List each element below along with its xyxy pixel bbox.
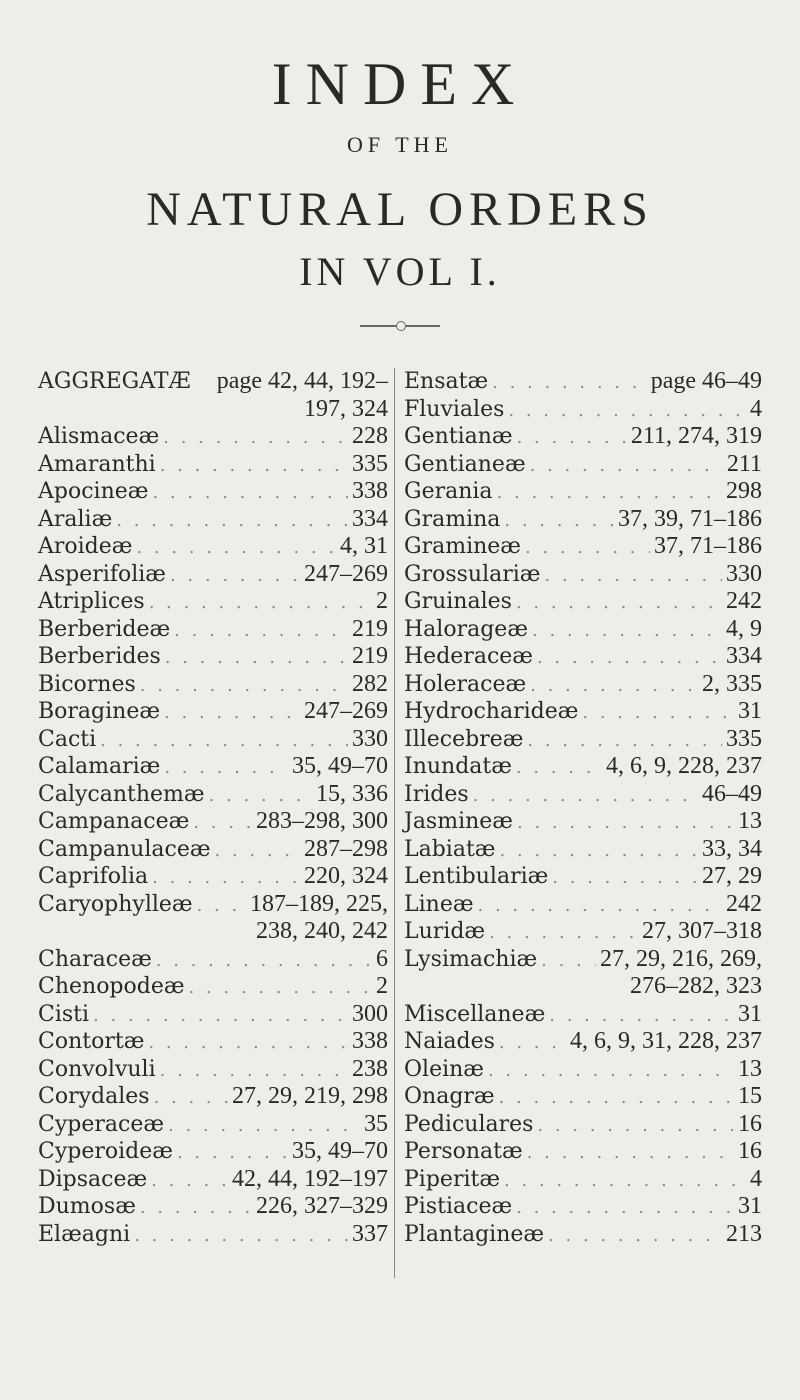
entry-pages: 4, 31: [340, 533, 388, 559]
index-entry: [38, 423, 388, 451]
entry-name: Atriplices: [38, 589, 145, 614]
entry-pages: 42, 44, 192–197: [232, 1165, 388, 1192]
entry-name: Cacti: [38, 726, 97, 752]
entry-pages: 31: [738, 1000, 762, 1027]
entry-name: Cyperaceæ: [38, 1111, 165, 1137]
entry-pages: 2: [376, 973, 388, 999]
entry-name: Hydrocharideæ: [404, 699, 579, 724]
entry-name: Grossulariæ: [404, 561, 541, 587]
entry-pages: 33, 34: [702, 835, 762, 862]
entry-name: Campanulaceæ: [38, 836, 211, 862]
index-entry: [404, 368, 762, 396]
entry-pages: 27, 29, 219, 298: [232, 1083, 388, 1109]
leader-dots: [548, 1222, 722, 1250]
entry-name: Characeæ: [38, 946, 152, 972]
entry-name: Bicornes: [38, 671, 136, 697]
index-entry: [404, 561, 762, 589]
index-entry: [38, 451, 388, 479]
entry-pages: page 42, 44, 192–: [216, 368, 388, 394]
entry-name: Amaranthi: [38, 451, 156, 477]
entry-pages: 242: [726, 890, 762, 917]
index-entry: [404, 1193, 762, 1221]
entry-pages: 211, 274, 319: [630, 423, 762, 449]
index-entry: [38, 561, 388, 589]
leader-dots: [152, 864, 300, 892]
leader-dots: [517, 424, 627, 452]
leader-dots: [552, 864, 698, 892]
index-entry: [404, 753, 762, 781]
leader-dots: [164, 699, 300, 727]
index-entry: [404, 616, 762, 644]
entry-name: Calycanthemæ: [38, 781, 205, 807]
entry-pages: 15, 336: [316, 780, 388, 807]
leader-dots: [168, 1112, 360, 1140]
index-entry: [38, 1111, 388, 1139]
leader-dots: [149, 589, 372, 617]
index-entry: [404, 506, 762, 534]
index-entry: [404, 918, 762, 946]
leader-dots: [478, 892, 722, 920]
entry-name: Holeraceæ: [404, 671, 527, 697]
entry-name: Corydales: [38, 1084, 150, 1109]
index-entry: [404, 726, 762, 754]
entry-pages: 330: [352, 725, 388, 752]
leader-dots: [140, 1194, 252, 1222]
index-entry: [404, 588, 762, 616]
entry-pages: 334: [726, 643, 762, 669]
entry-name: Alismaceæ: [38, 424, 160, 449]
entry-name: Irides: [404, 781, 469, 807]
volume-heading: IN VOL I.: [299, 249, 501, 294]
entry-name: Contortæ: [38, 1029, 145, 1054]
leader-dots: [140, 672, 348, 700]
index-entry: [38, 973, 388, 1001]
leader-dots: [163, 424, 348, 452]
index-entry: [38, 726, 388, 754]
entry-pages: 226, 327–329: [256, 1193, 388, 1219]
entry-pages: 35, 49–70: [292, 753, 388, 779]
index-entry: [38, 616, 388, 644]
entry-name: Lentibulariæ: [404, 864, 549, 889]
index-entry: [404, 808, 762, 836]
entry-pages: 15: [738, 1083, 762, 1109]
entry-name: Dipsaceæ: [38, 1166, 148, 1192]
entry-name: Gramina: [404, 506, 501, 532]
entry-name: Labiatæ: [404, 836, 496, 862]
index-entry: [404, 423, 762, 451]
leader-dots: [165, 644, 348, 672]
index-entry: [38, 533, 388, 561]
leader-dots: [189, 974, 372, 1002]
leader-dots: [174, 617, 348, 645]
leader-dots: [160, 452, 348, 480]
leader-dots: [504, 1167, 746, 1195]
leader-dots: [516, 1194, 734, 1222]
entry-pages: 282: [352, 670, 388, 697]
index-entry: [38, 1221, 388, 1249]
entry-pages: 27, 29: [702, 863, 762, 889]
leader-dots: [517, 809, 734, 837]
entry-pages: 4, 6, 9, 228, 237: [606, 753, 762, 779]
index-entry: [38, 588, 388, 616]
index-entry: [404, 1083, 762, 1111]
entry-name: Hederaceæ: [404, 644, 533, 669]
leader-dots: [489, 919, 638, 947]
entry-name: Caryophylleæ: [38, 891, 193, 917]
leader-dots: [504, 507, 614, 535]
entry-name: Illecebreæ: [404, 726, 524, 752]
index-entry: [404, 1028, 762, 1056]
entry-name: Gruinales: [404, 589, 512, 614]
leader-dots: [164, 754, 288, 782]
entry-name: Jasmineæ: [404, 809, 513, 834]
index-entry: [404, 836, 762, 864]
index-entry: [38, 836, 388, 864]
index-entry: [404, 478, 762, 506]
index-entry: [404, 891, 762, 919]
leader-dots: [492, 369, 647, 397]
leader-dots: [541, 947, 596, 975]
index-entry: [38, 753, 388, 781]
entry-name: Lysimachiæ: [404, 946, 538, 972]
entry-name: Pediculares: [404, 1111, 534, 1137]
index-entry: [404, 781, 762, 809]
leader-dots: [532, 617, 722, 645]
entry-name: Gerania: [404, 479, 493, 504]
entry-name: Luridæ: [404, 919, 486, 944]
index-entry: [404, 671, 762, 699]
index-entry: [38, 1083, 388, 1111]
entry-name: Boragineæ: [38, 699, 161, 724]
index-entry: [38, 368, 388, 396]
index-heading: INDEX: [271, 51, 529, 117]
entry-name: Onagræ: [404, 1084, 495, 1109]
entry-pages: 247–269: [304, 698, 388, 724]
leader-dots: [197, 892, 246, 920]
index-entry: [38, 781, 388, 809]
entry-name: Gentianeæ: [404, 451, 526, 477]
entry-pages: 46–49: [702, 780, 762, 807]
index-entry: [404, 451, 762, 479]
entry-name: Miscellaneæ: [404, 1001, 546, 1027]
entry-name: Personatæ: [404, 1139, 523, 1164]
index-entry: [38, 478, 388, 506]
entry-pages: 16: [738, 1110, 762, 1137]
index-entry: [38, 808, 388, 836]
entry-pages: 300: [352, 1000, 388, 1027]
entry-name: Araliæ: [38, 506, 113, 532]
entry-name: Plantagineæ: [404, 1221, 545, 1247]
index-entry: [404, 863, 762, 891]
entry-pages: 31: [738, 1193, 762, 1219]
leader-dots: [209, 782, 312, 810]
leader-dots: [488, 1057, 734, 1085]
leader-dots: [516, 754, 602, 782]
leader-dots: [549, 1002, 734, 1030]
entry-pages: 13: [738, 808, 762, 834]
leader-dots: [100, 727, 348, 755]
entry-pages: 334: [352, 505, 388, 532]
entry-name: Asperifoliæ: [38, 561, 166, 587]
index-entry: [38, 643, 388, 671]
entry-pages: 335: [352, 450, 388, 477]
leader-dots: [215, 837, 300, 865]
entry-name: Berberideæ: [38, 616, 171, 642]
index-entry: [404, 1056, 762, 1084]
entry-name: Gramineæ: [404, 534, 521, 559]
leader-dots: [156, 947, 372, 975]
leader-dots: [530, 452, 723, 480]
entry-name: Convolvuli: [38, 1056, 156, 1082]
entry-name: Dumosæ: [38, 1194, 136, 1219]
entry-name: Caprifolia: [38, 864, 149, 889]
entry-name: Apocineæ: [38, 479, 149, 504]
entry-pages: 37, 39, 71–186: [618, 505, 762, 532]
leader-dots: [499, 837, 698, 865]
index-entry: [38, 946, 388, 974]
entry-pages: 4: [750, 1165, 762, 1192]
leader-dots: [193, 809, 252, 837]
leader-dots: [134, 1222, 348, 1250]
index-entry: [38, 506, 388, 534]
entry-pages: 211: [726, 450, 762, 477]
entry-name: Fluviales: [404, 396, 505, 422]
entry-name: AGGREGATÆ: [38, 369, 191, 394]
ornament-rule: [360, 325, 440, 327]
entry-pages-continued: 238, 240, 242: [256, 918, 388, 944]
index-entry: [404, 946, 762, 974]
entry-name: Cisti: [38, 1001, 90, 1027]
entry-pages: 219: [352, 643, 388, 669]
entry-pages: 283–298, 300: [256, 808, 388, 834]
index-entry: [404, 533, 762, 561]
index-entry: [38, 1001, 388, 1029]
leader-dots: [582, 699, 734, 727]
entry-pages: 35: [364, 1110, 388, 1137]
entry-name: Calamariæ: [38, 754, 161, 779]
entry-name: Oleinæ: [404, 1056, 484, 1082]
leader-dots: [116, 507, 348, 535]
entry-name: Berberides: [38, 644, 161, 669]
index-entry: [38, 863, 388, 891]
index-entry: [38, 1166, 388, 1194]
index-entry: [404, 698, 762, 726]
entry-name: Ensatæ: [404, 369, 489, 394]
leader-dots: [136, 534, 336, 562]
index-entry: [38, 1028, 388, 1056]
entry-pages: 2: [376, 588, 388, 614]
entry-name: Pistiaceæ: [404, 1194, 513, 1219]
entry-pages: 335: [726, 725, 762, 752]
entry-pages: 16: [738, 1138, 762, 1164]
entry-pages: 220, 324: [304, 863, 388, 889]
entry-name: Chenopodeæ: [38, 974, 185, 999]
leader-dots: [544, 562, 722, 590]
leader-dots: [473, 782, 698, 810]
entry-pages: 187–189, 225,: [250, 890, 388, 917]
index-entry: [404, 1111, 762, 1139]
leader-dots: [527, 1139, 734, 1167]
entry-pages: 35, 49–70: [292, 1138, 388, 1164]
entry-name: Naiades: [404, 1029, 495, 1054]
leader-dots: [148, 1029, 348, 1057]
entry-pages: 287–298: [304, 835, 388, 862]
index-entry: [404, 1138, 762, 1166]
leader-dots: [160, 1057, 348, 1085]
leader-dots: [152, 479, 348, 507]
leader-dots: [525, 534, 650, 562]
entry-pages: 13: [738, 1055, 762, 1082]
leader-dots: [499, 1084, 734, 1112]
entry-pages: 27, 29, 216, 269,: [600, 945, 762, 972]
entry-name: Cyperoideæ: [38, 1139, 173, 1164]
leader-dots: [537, 1112, 734, 1140]
of-the-heading: OF THE: [347, 132, 453, 157]
index-entry: [38, 698, 388, 726]
index-entry: [38, 1193, 388, 1221]
index-entry: [404, 1221, 762, 1249]
entry-pages: 219: [352, 615, 388, 642]
leader-dots: [151, 1167, 228, 1195]
entry-name: Gentianæ: [404, 424, 513, 449]
leader-dots: [497, 479, 722, 507]
right-index-column: [404, 368, 762, 1248]
leader-dots: [154, 1084, 228, 1112]
leader-dots: [177, 1139, 288, 1167]
entry-pages-continued: 276–282, 323: [630, 973, 762, 999]
entry-name: Piperitæ: [404, 1166, 501, 1192]
entry-name: Aroideæ: [38, 534, 133, 559]
leader-dots: [537, 644, 722, 672]
entry-name: Campanaceæ: [38, 809, 190, 834]
entry-name: Lineæ: [404, 891, 474, 917]
entry-pages: 337: [352, 1220, 388, 1247]
entry-pages: 238: [352, 1055, 388, 1082]
index-entry: [38, 1056, 388, 1084]
index-entry: [404, 396, 762, 424]
entry-name: Inundatæ: [404, 754, 512, 779]
entry-pages: 298: [726, 478, 762, 504]
index-entry: [404, 1001, 762, 1029]
index-entry: [38, 671, 388, 699]
index-entry: [38, 1138, 388, 1166]
entry-pages: 330: [726, 560, 762, 587]
entry-pages: 6: [376, 945, 388, 972]
leader-dots: [530, 672, 698, 700]
entry-pages: 27, 307–318: [642, 918, 762, 944]
leader-dots: [170, 562, 300, 590]
entry-pages: 31: [738, 698, 762, 724]
column-divider: [394, 368, 395, 1278]
leader-dots: [499, 1029, 566, 1057]
entry-pages: 4, 9: [726, 615, 762, 642]
entry-pages: 37, 71–186: [654, 533, 762, 559]
entry-pages: 338: [352, 1028, 388, 1054]
leader-dots: [93, 1002, 348, 1030]
entry-pages: page 46–49: [650, 368, 762, 394]
entry-name: Elæagni: [38, 1221, 131, 1247]
leader-dots: [516, 589, 722, 617]
entry-pages: 4, 6, 9, 31, 228, 237: [570, 1028, 762, 1054]
entry-pages: 228: [352, 423, 388, 449]
entry-pages: 247–269: [304, 560, 388, 587]
leader-dots: [508, 397, 746, 425]
entry-pages: 4: [750, 395, 762, 422]
index-entry: [38, 891, 388, 919]
left-index-column: [38, 368, 388, 1248]
entry-pages-continued: 197, 324: [304, 395, 388, 422]
natural-orders-heading: NATURAL ORDERS: [146, 183, 654, 236]
entry-pages: 242: [726, 588, 762, 614]
entry-pages: 2, 335: [702, 670, 762, 697]
entry-name: Halorageæ: [404, 616, 528, 642]
leader-dots: [527, 727, 722, 755]
index-entry: [404, 1166, 762, 1194]
entry-pages: 338: [352, 478, 388, 504]
index-entry: [404, 643, 762, 671]
entry-pages: 213: [726, 1220, 762, 1247]
